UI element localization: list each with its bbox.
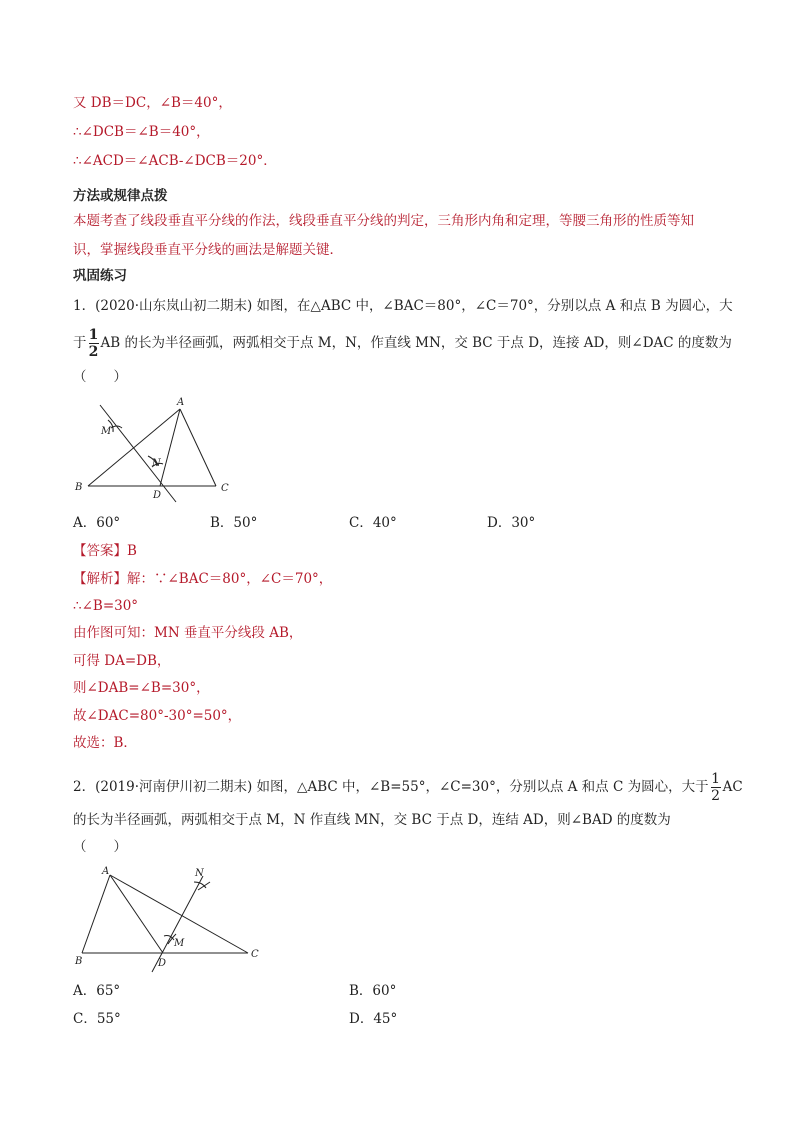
q1-label-d: D <box>153 490 162 501</box>
q1-fraction <box>89 328 99 359</box>
q2-option-b[interactable]: B．60° <box>349 983 397 999</box>
q2-line-2: 的长为半径画弧，两弧相交于点 M，N 作直线 MN，交 BC 于点 D，连结 AD，则∠BAD 的度数为 <box>73 812 671 828</box>
q1-line-2-pre: 于 <box>73 335 87 351</box>
q2-label-d: D <box>158 958 167 969</box>
q1-line-mn <box>100 405 176 502</box>
solution-line-2: ∴∠DCB＝∠B＝40°， <box>73 124 210 140</box>
q2-frac-den: 2 <box>711 788 721 804</box>
method-heading: 方法或规律点拨 <box>73 188 168 204</box>
q1-analysis-7: 故选：B． <box>73 735 137 751</box>
q1-line-1: 1．(2020·山东岚山初二期末) 如图，在△ABC 中，∠BAC＝80°，∠C＝70°，分别以点 A 和点 B 为圆心，大 <box>73 298 733 314</box>
q1-analysis-4: 可得 DA=DB， <box>73 653 171 669</box>
q2-line-1-post: AC <box>722 779 743 795</box>
q2-label-n: N <box>195 868 204 879</box>
q1-label-c: C <box>221 483 229 494</box>
q2-option-d[interactable]: D．45° <box>349 1011 398 1027</box>
q1-answer-label: 【答案】 <box>73 543 127 559</box>
q1-analysis-1 <box>73 569 332 589</box>
q2-frac-num: 1 <box>711 771 721 787</box>
q1-frac-num: 1 <box>88 327 99 343</box>
q2-fraction <box>711 772 721 803</box>
q2-label-c: C <box>251 949 259 960</box>
solution-line-1: 又 DB＝DC，∠B＝40°， <box>73 95 232 111</box>
q1-side-ab <box>88 409 180 486</box>
q2-option-a[interactable]: A．65° <box>73 983 121 999</box>
q1-analysis-3: 由作图可知：MN 垂直平分线段 AB， <box>73 625 303 641</box>
q2-label-b: B <box>75 956 83 967</box>
q1-analysis-text-1: 解：∵∠BAC＝80°，∠C＝70°， <box>127 571 333 587</box>
q1-option-a[interactable]: A．60° <box>73 515 121 531</box>
q1-option-c[interactable]: C．40° <box>349 515 397 531</box>
q1-analysis-2: ∴∠B=30° <box>73 598 139 614</box>
q1-side-ac <box>180 409 216 486</box>
method-text-2: 识，掌握线段垂直平分线的画法是解题关键． <box>73 242 343 258</box>
q1-answer <box>73 541 137 561</box>
q1-frac-den: 2 <box>88 344 99 360</box>
q1-answer-value: B <box>127 543 137 559</box>
q1-label-a: A <box>177 397 185 408</box>
q1-paren: （ ） <box>73 369 127 385</box>
q1-analysis-label: 【解析】 <box>73 571 127 587</box>
q2-paren: （ ） <box>73 839 127 855</box>
q2-figure <box>70 862 270 974</box>
q2-line-1 <box>73 772 743 803</box>
q1-option-d[interactable]: D．30° <box>487 515 536 531</box>
q1-figure <box>70 392 240 504</box>
method-text-1: 本题考查了线段垂直平分线的作法，线段垂直平分线的判定，三角形内角和定理，等腰三角形的性质等知 <box>73 213 694 229</box>
q1-analysis-6: 故∠DAC=80°-30°=50°， <box>73 708 242 724</box>
q2-label-m: M <box>174 938 185 949</box>
q1-side-ad <box>160 409 180 486</box>
solution-line-3: ∴∠ACD＝∠ACB-∠DCB＝20°． <box>73 153 277 169</box>
q1-line-2 <box>73 328 732 359</box>
q2-option-c[interactable]: C．55° <box>73 1011 121 1027</box>
q2-side-ab <box>82 875 110 953</box>
q1-label-n: N <box>152 458 161 469</box>
q2-arc-n1 <box>194 882 206 888</box>
q2-line-1-pre: 2．(2019·河南伊川初二期末) 如图，△ABC 中，∠B=55°，∠C=30°，分别以点 A 和点 C 为圆心，大于 <box>73 779 709 795</box>
q1-analysis-5: 则∠DAB=∠B=30°， <box>73 680 210 696</box>
q1-label-m: M <box>101 426 112 437</box>
q2-label-a: A <box>102 866 110 877</box>
q1-option-b[interactable]: B．50° <box>210 515 258 531</box>
q2-side-ad <box>110 875 163 953</box>
q1-line-2-post: AB 的长为半径画弧，两弧相交于点 M，N，作直线 MN，交 BC 于点 D，连接 AD，则∠DAC 的度数为 <box>100 335 732 351</box>
practice-heading: 巩固练习 <box>73 268 127 284</box>
q1-label-b: B <box>75 482 83 493</box>
